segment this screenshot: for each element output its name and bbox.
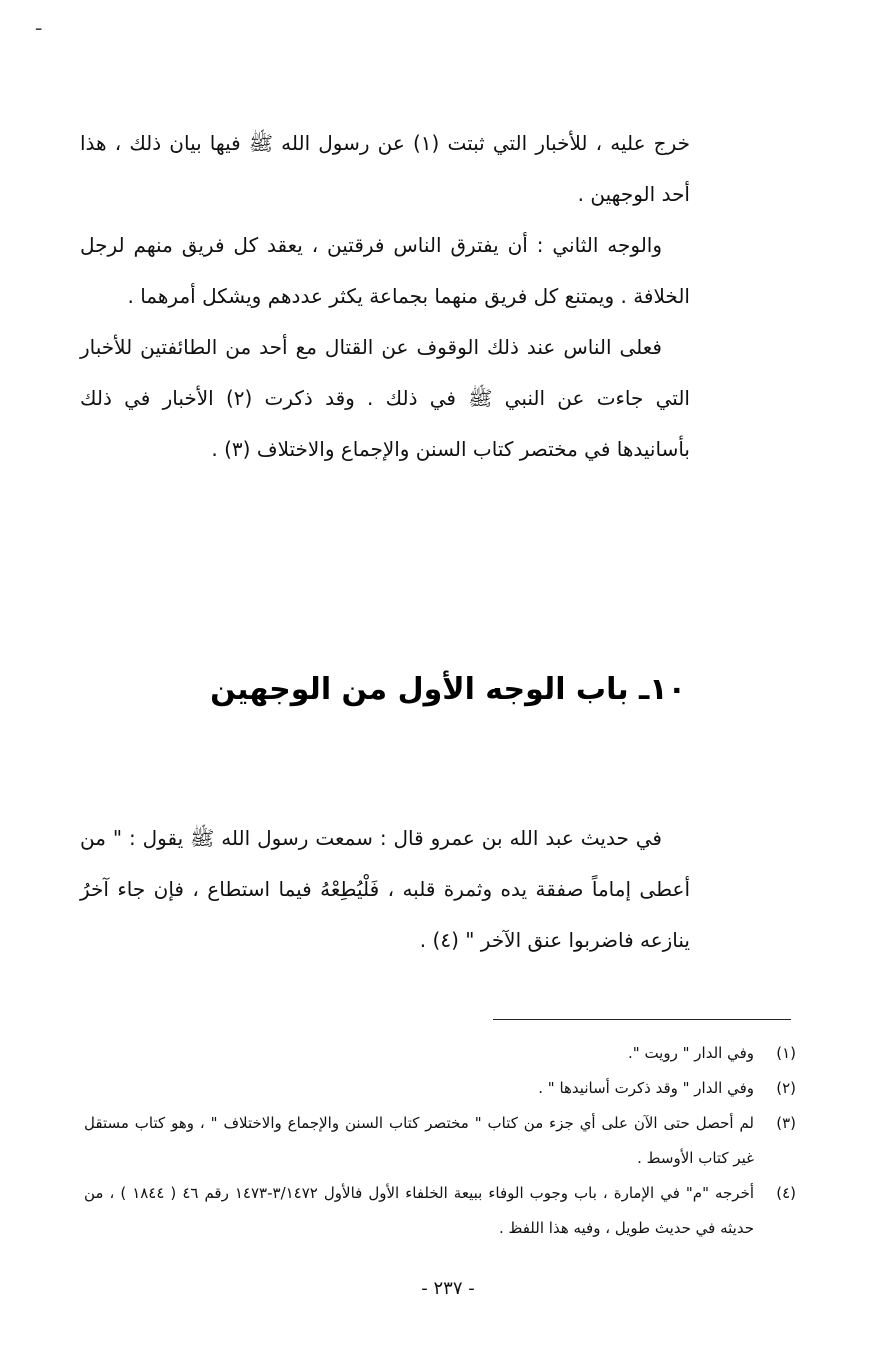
page-corner-mark: ـ [36,14,42,35]
footnote-item [84,1071,796,1106]
passage-two [80,813,690,966]
footnote-text: لم أحصل حتى الآن على أي جزء من كتاب " مختصر كتاب السنن والإجماع والاختلاف " ، وهو كتاب مستقل غير كتاب الأوسط . [84,1114,754,1167]
footnote-divider [493,1019,791,1020]
footnote-item [84,1176,796,1246]
page-number: - ٢٣٧ - [421,1278,475,1299]
footnote-text: أخرجه "م" في الإمارة ، باب وجوب الوفاء ببيعة الخلفاء الأول فالأول ٣/١٤٧٢-١٤٧٣ رقم ٤٦ ( ١٨٤٤ ) ، من حديثه في حديث طويل ، وفيه هذا اللفظ . [84,1184,755,1237]
footnote-number: (٤) [776,1184,796,1202]
footnote-text: وفي الدار " رويت ". [628,1044,754,1062]
paragraph: خرج عليه ، للأخبار التي ثبتت (١) عن رسول الله ﷺ فيها بيان ذلك ، هذا أحد الوجهين . [80,131,690,206]
footnote-text: وفي الدار " وقد ذكرت أسانيدها " . [538,1079,754,1097]
footnotes [84,1036,796,1246]
passage-one [80,118,690,475]
footnote-number: (٣) [776,1114,796,1132]
paragraph: في حديث عبد الله بن عمرو قال : سمعت رسول الله ﷺ يقول : " من أعطى إماماً صفقة يده وثمرة قلبه ، فَلْيُطِعْهُ فيما استطاع ، فإن جاء آخرُ ينازعه فاضربوا عنق الآخر " (٤) . [80,826,690,952]
footnote-item [84,1036,796,1071]
chapter-heading: ١٠ـ باب الوجه الأول من الوجهين [210,672,686,707]
paragraph: فعلى الناس عند ذلك الوقوف عن القتال مع أحد من الطائفتين للأخبار التي جاءت عن النبي ﷺ في ذلك . وقد ذكرت (٢) الأخبار في ذلك بأسانيدها في مختصر كتاب السنن والإجماع والاختلاف (٣) . [80,335,690,461]
footnote-number: (١) [776,1044,796,1062]
footnote-item [84,1106,796,1176]
footnote-number: (٢) [776,1079,796,1097]
paragraph: والوجه الثاني : أن يفترق الناس فرقتين ، يعقد كل فريق منهم لرجل الخلافة . ويمتنع كل فريق منهما بجماعة يكثر عددهم ويشكل أمرهما . [80,233,690,308]
